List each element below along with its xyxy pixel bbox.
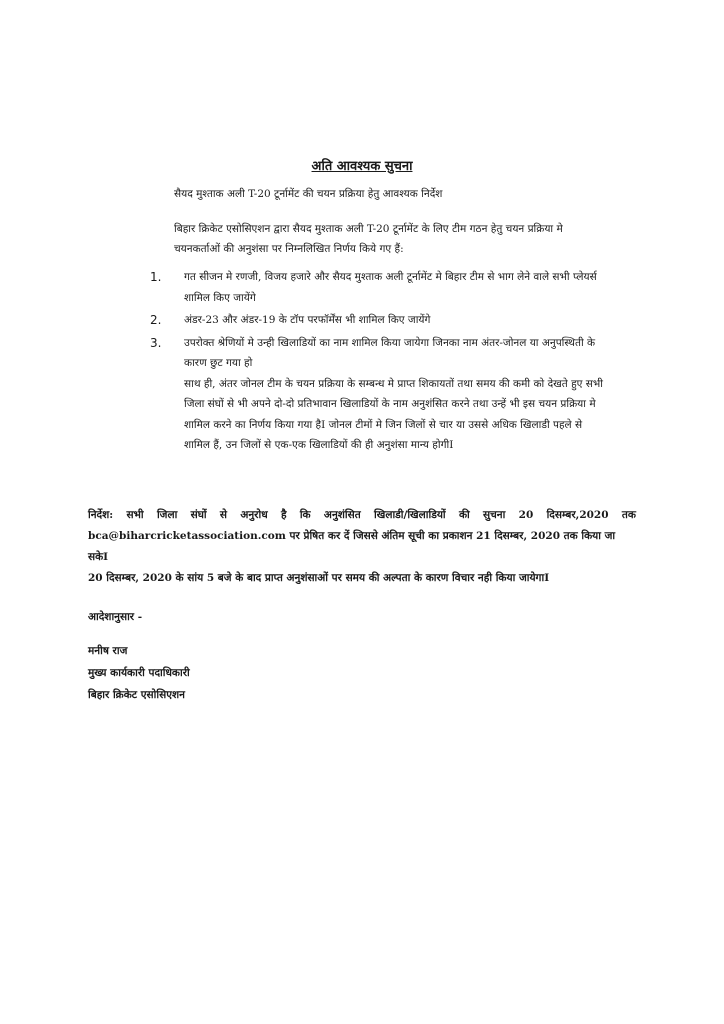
- list-item-text: शामिल हैं, उन जिलों से एक-एक खिलाडियों की ही अनुशंसा मान्य होगीI: [184, 439, 454, 451]
- decision-list: [150, 267, 650, 458]
- signoff-text: आदेशानुसार -: [88, 611, 143, 623]
- list-item: [150, 310, 650, 331]
- list-item-text: जिला संघों से भी अपने दो-दो प्रतिभावान खिलाडियों के नाम अनुशंसित करने तथा उन्हें भी इस चयन प्रक्रिया मे: [184, 398, 596, 410]
- list-item: [150, 333, 650, 456]
- directive-word: से: [219, 509, 228, 521]
- list-item-number: 3.: [150, 335, 162, 350]
- directive-line: bca@biharcricketassociation.com पर प्रेषित कर दें जिससे अंतिम सूची का प्रकाशन 21 दिसम्बर, 2020 तक किया जा सकेI: [88, 530, 616, 563]
- directive-word: सभी: [126, 509, 144, 521]
- directive-line: 20 दिसम्बर, 2020 के सांय 5 बजे के बाद प्राप्त अनुशंसाओं पर समय की अल्पता के कारण विचार नही किया जायेगाI: [88, 572, 550, 584]
- directive-word: अनुशंसित: [323, 509, 361, 521]
- directive-word: सुचना: [483, 509, 506, 521]
- signatory-designation: मुख्य कार्यकारी पदाधिकारी: [88, 667, 190, 679]
- directive-word: दिसम्बर,2020: [546, 509, 609, 521]
- directive-word: जिला: [156, 509, 178, 521]
- list-item-number: 2.: [150, 313, 162, 327]
- intro-line: चयनकर्ताओं की अनुशंसा पर निम्नलिखित निर्णय किये गए हैं:: [174, 243, 404, 255]
- directive-word: की: [458, 509, 470, 521]
- signature-block: [88, 640, 190, 706]
- directive-word: खिलाडी/खिलाडियों: [374, 509, 446, 521]
- list-item-text: शामिल करने का निर्णय किया गया हैI जोनल टीमों मे जिन जिलों से चार या उससे अधिक खिलाडी पहले से: [184, 418, 583, 431]
- directive-word: है: [280, 509, 287, 521]
- list-item-text: अंडर-23 और अंडर-19 के टॉप परफॉर्मेंस भी शामिल किए जायेंगे: [184, 314, 431, 326]
- list-item: [150, 267, 650, 308]
- list-item-text: गत सीजन मे रणजी, विजय हजारे और सैयद मुश्ताक अली टूर्नामेंट मे बिहार टीम से भाग लेने वाले सभी प्लेयर्स: [184, 271, 597, 283]
- directive-word: 20: [518, 509, 534, 521]
- list-item-text: साथ ही, अंतर जोनल टीम के चयन प्रक्रिया के सम्बन्ध मे प्राप्त शिकायतों तथा समय की कमी को देखते हुए सभी: [184, 377, 603, 390]
- list-item-text: शामिल किए जायेंगे: [184, 291, 256, 304]
- notice-title: अति आवश्यक सुचना: [311, 159, 413, 174]
- intro-line: बिहार क्रिकेट एसोसिएशन द्वारा सैयद मुश्ताक अली T-20 टूर्नामेंट के लिए टीम गठन हेतु चयन प्रक्रिया मे: [174, 223, 563, 235]
- list-item-text: उपरोक्त श्रेणियों मे उन्ही खिलाडियों का नाम शामिल किया जायेगा जिनका नाम अंतर-जोनल या अनुपस्थिती के: [184, 336, 596, 349]
- directive-word: तक: [621, 509, 636, 521]
- directive-word: निर्देश:: [88, 509, 114, 521]
- signatory-organization: बिहार क्रिकेट एसोसिएशन: [88, 689, 185, 701]
- directive-word: संघों: [190, 509, 207, 521]
- list-item-number: 1.: [150, 270, 162, 284]
- directive-word: कि: [299, 509, 311, 521]
- directive-line: [88, 505, 636, 526]
- signatory-name: मनीष राज: [88, 645, 128, 657]
- directive-word: अनुरोध: [240, 509, 268, 521]
- directive-paragraph: [88, 505, 636, 589]
- list-item-text: कारण छुट गया हो: [184, 357, 253, 369]
- intro-paragraph: [174, 219, 644, 259]
- notice-subtitle: सैयद मुश्ताक अली T-20 टूर्नामेंट की चयन प्रक्रिया हेतु आवश्यक निर्देश: [174, 188, 443, 200]
